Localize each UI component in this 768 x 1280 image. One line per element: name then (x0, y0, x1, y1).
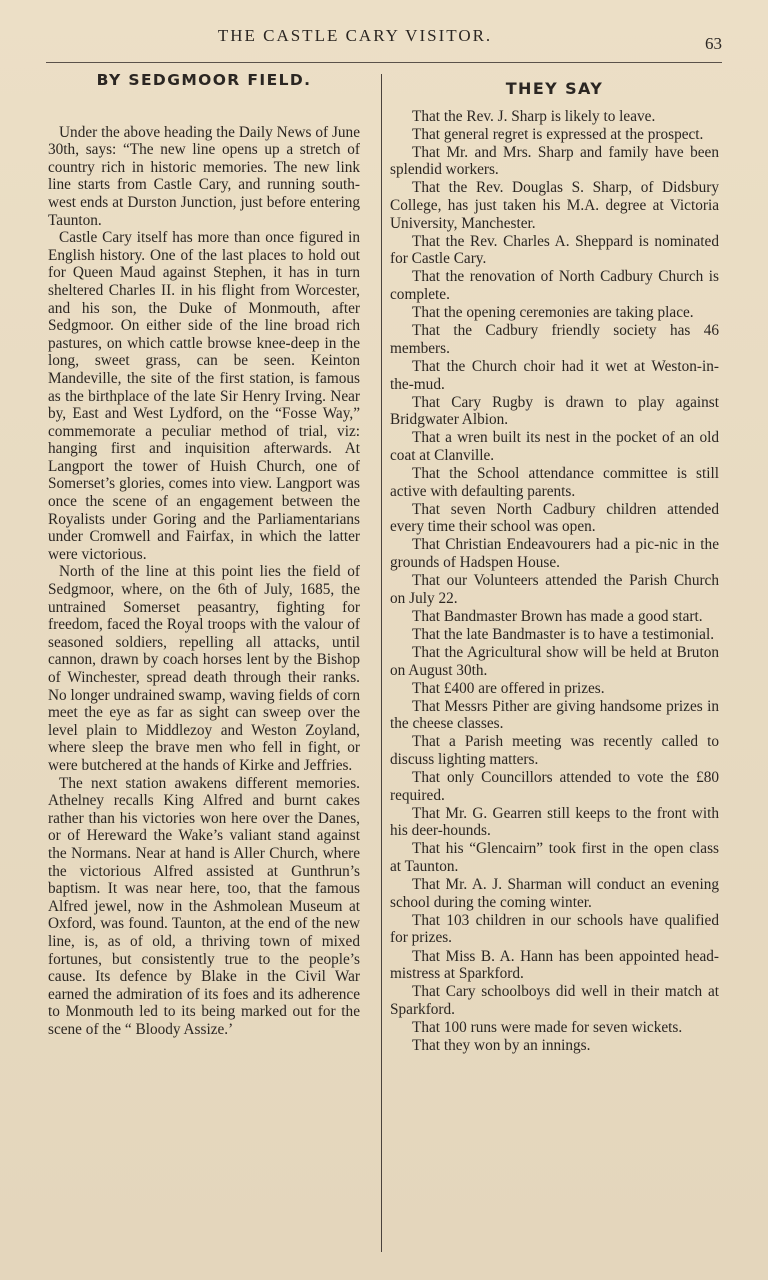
they-say-item: That general regret is expressed at the prospect. (412, 125, 704, 143)
they-say-item: That Christian Endeavourers had a pic-nic in the grounds of Hadspen House. (390, 536, 719, 571)
they-say-item: That £400 are offered in prizes. (412, 679, 605, 697)
they-say-item: That seven North Cadbury children attended every time their school was open. (390, 500, 719, 536)
right-column (390, 72, 719, 1055)
they-say-item: That Cary schoolboys did well in their match at Sparkford. (390, 983, 719, 1018)
they-say-item: That they won by an innings. (412, 1036, 591, 1054)
they-say-item: That our Volunteers attended the Parish Church on July 22. (390, 572, 719, 607)
they-say-item: That a wren built its nest in the pocket of an old coat at Clanville. (390, 429, 719, 464)
column-divider (381, 74, 382, 1252)
they-say-item: That Mr. G. Gearren still keeps to the front with his deer-hounds. (390, 804, 719, 840)
they-say-item: That the Cadbury friendly society has 46 members. (390, 322, 719, 357)
they-say-item: That Miss B. A. Hann has been appointed head-mistress at Sparkford. (390, 947, 719, 983)
page-number: 63 (705, 34, 722, 53)
they-say-item: That Messrs Pither are giving handsome prizes in the cheese classes. (390, 697, 719, 733)
they-say-item: That Cary Rugby is drawn to play against Bridgwater Albion. (390, 393, 719, 429)
article-paragraph: The next station awakens different memories. Athelney recalls King Alfred and burnt cakes rather than his victories won here over the Danes, or of Hereward the Wake’s valiant stand against the Normans. Near at hand is Aller Church, where the victorious Alfred assisted at Gunthrun’s baptism. It was near here, too, that the famous Alfred jewel, now in the Ashmolean Museum at Oxford, was found. Taunton, at the end of the new line, is, as of old, a thriving town of mixed fortunes, but consistently true to the people’s cause. Its defence by Blake in the Civil War earned the admiration of its foes and its adherence to Monmouth led to its being marked out for the scene of the “ Bloody Assize.’ (48, 774, 360, 1038)
they-say-item: That the Church choir had it wet at Weston-in-the-mud. (390, 357, 719, 393)
article-heading: BY SEDGMOOR FIELD. (96, 71, 312, 89)
they-say-item: That the Agricultural show will be held at Bruton on August 30th. (390, 643, 719, 679)
they-say-item: That the late Bandmaster is to have a testimonial. (412, 625, 715, 643)
header-rule (46, 62, 722, 63)
publication-title: THE CASTLE CARY VISITOR. (217, 26, 493, 45)
they-say-item: That Mr. and Mrs. Sharp and family have been splendid workers. (390, 143, 719, 179)
they-say-item: That the Rev. Douglas S. Sharp, of Didsbury College, has just taken his M.A. degree at Victoria University, Manchester. (390, 179, 719, 232)
they-say-item: That the renovation of North Cadbury Church is complete. (390, 268, 719, 304)
they-say-item: That the School attendance committee is still active with defaulting parents. (390, 464, 719, 500)
article-paragraph: North of the line at this point lies the field of Sedgmoor, where, on the 6th of July, 1685, the untrained Somerset peasantry, fighting for freedom, faced the Royal troops with the valour of seasoned soldiers, repelling all attacks, until cannon, drawn by coach horses lent by the Bishop of Winchester, spread death through their ranks. No longer undrained swamp, waving fields of corn meet the eye as far as sight can sweep over the level plain to Middlezoy and Weston Zoyland, where sleep the brave men who fell in fight, or were butchered at the hands of Kirke and Jeffries. (48, 563, 360, 774)
left-column (48, 72, 360, 1038)
article-paragraph: Under the above heading the Daily News of June 30th, says: “The new line opens up a stretch of country rich in historic memories. The new link line starts from Castle Cary, and running south-west ends at Durston Junction, just before entering Taunton. (48, 123, 360, 229)
they-say-item: That 103 children in our schools have qualified for prizes. (390, 911, 719, 947)
they-say-item: That his “Glencairn” took first in the open class at Taunton. (390, 840, 719, 876)
article-paragraph: Castle Cary itself has more than once figured in English history. One of the last places to hold out for Queen Maud against Stephen, it has in turn sheltered Charles II. in his flight from Worcester, and his son, the Duke of Monmouth, after Sedgmoor. On either side of the line broad rich pastures, on which cattle browse knee-deep in the long, sweet grass, can be seen. Keinton Mandeville, the site of the first station, is famous as the birthplace of the late Sir Henry Irving. Near by, East and West Lydford, on the “Fosse Way,” commemorate a peculiar method of trial, viz: hanging first and inquisition afterwards. At Langport the tower of Huish Church, one of Somerset’s glories, comes into view. Langport was once the scene of an engagement between the Royalists under Goring and the Parliamentarians under Cromwell and Fairfax, in which the latter were victorious. (48, 229, 360, 563)
they-say-item: That only Councillors attended to vote the £80 required. (390, 769, 719, 804)
they-say-item: That Mr. A. J. Sharman will conduct an evening school during the coming winter. (390, 876, 719, 911)
they-say-item: That the opening ceremonies are taking place. (412, 304, 694, 322)
they-say-heading: THEY SAY (505, 79, 604, 98)
they-say-item: That Bandmaster Brown has made a good start. (412, 607, 703, 625)
they-say-item: That the Rev. Charles A. Sheppard is nominated for Castle Cary. (390, 232, 719, 268)
they-say-item: That 100 runs were made for seven wickets. (412, 1018, 683, 1036)
they-say-item: That a Parish meeting was recently called to discuss lighting matters. (390, 733, 719, 768)
they-say-item: That the Rev. J. Sharp is likely to leave. (412, 107, 656, 125)
masthead (0, 26, 768, 52)
